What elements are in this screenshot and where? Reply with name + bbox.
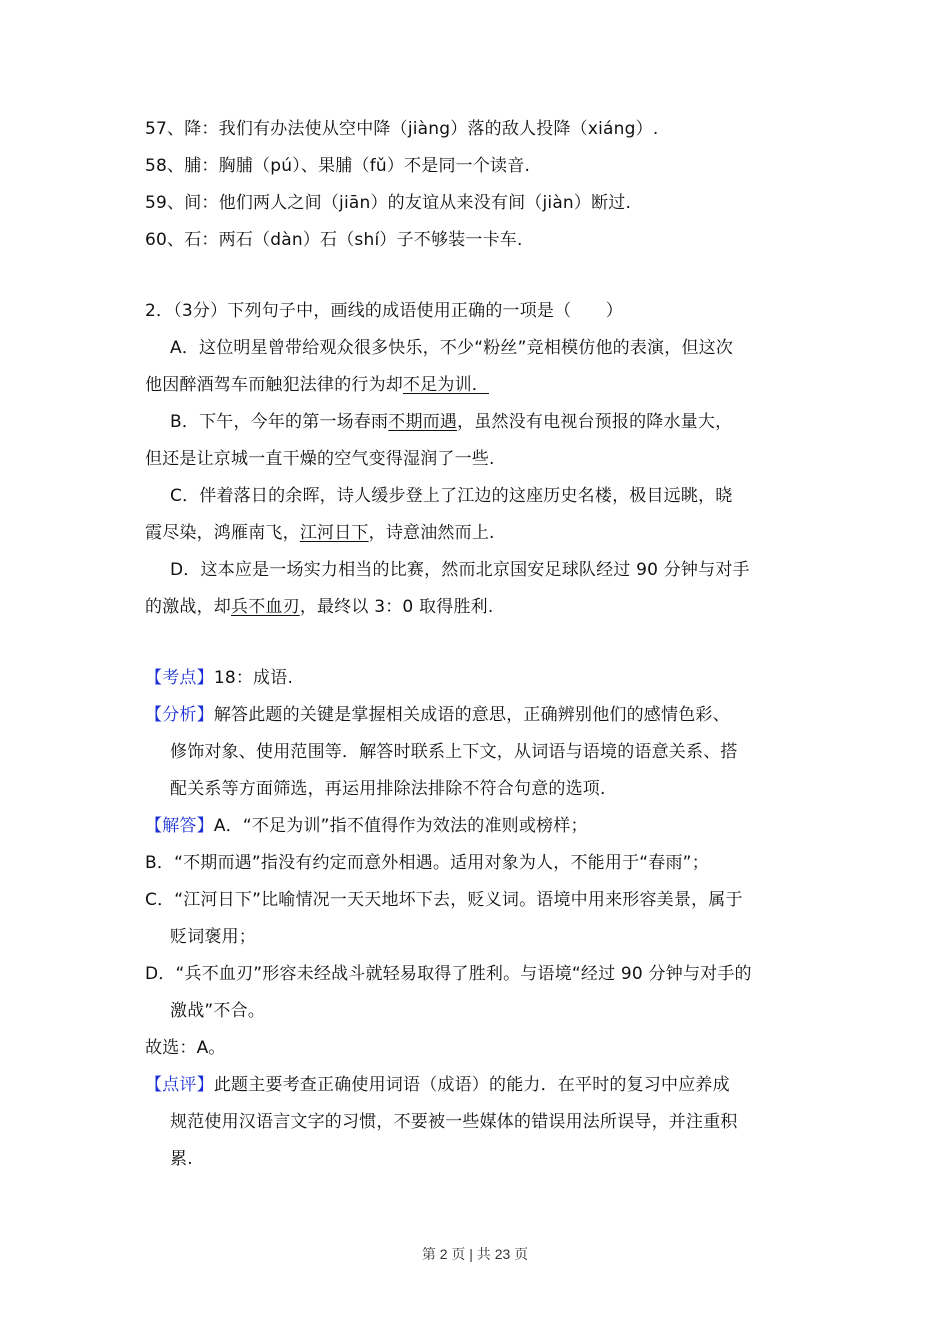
option-d-text: 的激战，却 <box>145 597 231 617</box>
pronunciation-item-58 <box>145 155 530 177</box>
kaodian-tag: 【考点】 <box>145 668 214 688</box>
jieda-tag: 【解答】 <box>145 816 214 836</box>
answer-line: 故选：A。 <box>145 1038 226 1058</box>
pronunciation-item-59 <box>145 192 631 214</box>
question-stem: 2．（3分）下列句子中，画线的成语使用正确的一项是（ ） <box>145 301 623 321</box>
kaodian-section <box>145 667 293 689</box>
dianping-line3: 累. <box>170 1149 193 1169</box>
option-c-text: 霞尽染，鸿雁南飞， <box>145 523 300 543</box>
option-c-idiom: 江河日下 <box>299 523 369 543</box>
option-c-text-post: ，诗意油然而上. <box>368 523 495 543</box>
pronunciation-item-57 <box>145 118 658 140</box>
option-b-idiom: 不期而遇 <box>388 412 458 432</box>
option-a-idiom: 不足为训． <box>403 375 489 395</box>
fenxi-line1 <box>145 704 730 726</box>
item-number: 58、 <box>145 156 185 176</box>
item-text: 脯：胸脯（pú）、果脯（fǔ）不是同一个读音. <box>184 156 531 176</box>
jieda-line-c2: 贬词褒用； <box>170 927 256 947</box>
item-number: 60、 <box>145 230 185 250</box>
jieda-line-d2: 激战”不合。 <box>170 1001 266 1021</box>
jieda-line-a <box>145 815 588 837</box>
item-text: 间：他们两人之间（jiān）的友谊从来没有间（jiàn）断过. <box>184 193 632 213</box>
option-d-text-post: ，最终以 3：0 取得胜利. <box>299 597 494 617</box>
option-b-text-post: ，虽然没有电视台预报的降水量大， <box>457 412 733 432</box>
option-c-line2 <box>145 522 495 544</box>
page-footer: 第 2 页 | 共 23 页 <box>421 1246 529 1262</box>
option-d-line2 <box>145 596 493 618</box>
item-text: 石：两石（dàn）石（shí）子不够装一卡车. <box>184 230 523 250</box>
jieda-text-a: A．“不足为训”指不值得作为效法的准则或榜样； <box>213 816 588 836</box>
dianping-text: 此题主要考查正确使用词语（成语）的能力．在平时的复习中应养成 <box>213 1075 730 1095</box>
jieda-line-b: B．“不期而遇”指没有约定而意外相遇。适用对象为人，不能用于“春雨”； <box>145 853 709 873</box>
fenxi-tag: 【分析】 <box>145 705 214 725</box>
option-b-line1 <box>170 411 732 433</box>
option-a-line1: A．这位明星曾带给观众很多快乐，不少“粉丝”竞相模仿他的表演，但这次 <box>170 338 734 358</box>
option-c-line1: C．伴着落日的余晖，诗人缓步登上了江边的这座历史名楼，极目远眺，晓 <box>170 486 733 506</box>
item-number: 59、 <box>145 193 185 213</box>
dianping-tag: 【点评】 <box>145 1075 214 1095</box>
fenxi-line2: 修饰对象、使用范围等．解答时联系上下文，从词语与语境的语意关系、搭 <box>170 742 738 762</box>
kaodian-text: 18：成语. <box>213 668 294 688</box>
option-d-idiom: 兵不血刃 <box>231 597 300 617</box>
pronunciation-item-60 <box>145 229 523 251</box>
jieda-line-d1: D．“兵不血刃”形容未经战斗就轻易取得了胜利。与语境“经过 90 分钟与对手的 <box>145 964 752 984</box>
option-a-text: 他因醉酒驾车而触犯法律的行为却 <box>145 375 403 395</box>
option-d-line1: D．这本应是一场实力相当的比赛，然而北京国安足球队经过 90 分钟与对手 <box>170 560 750 580</box>
option-b-line2: 但还是让京城一直干燥的空气变得湿润了一些. <box>145 449 495 469</box>
dianping-line2: 规范使用汉语言文字的习惯，不要被一些媒体的错误用法所误导，并注重积 <box>170 1112 738 1132</box>
option-a-line2 <box>145 374 489 396</box>
dianping-line1 <box>145 1074 730 1096</box>
item-number: 57、 <box>145 119 185 139</box>
fenxi-text: 解答此题的关键是掌握相关成语的意思，正确辨别他们的感情色彩、 <box>213 705 730 725</box>
option-b-text: B．下午，今年的第一场春雨 <box>170 412 389 432</box>
item-text: 降：我们有办法使从空中降（jiàng）落的敌人投降（xiáng）. <box>184 119 659 139</box>
fenxi-line3: 配关系等方面筛选，再运用排除法排除不符合句意的选项. <box>170 779 606 799</box>
jieda-line-c1: C．“江河日下”比喻情况一天天地坏下去，贬义词。语境中用来形容美景，属于 <box>145 890 743 910</box>
